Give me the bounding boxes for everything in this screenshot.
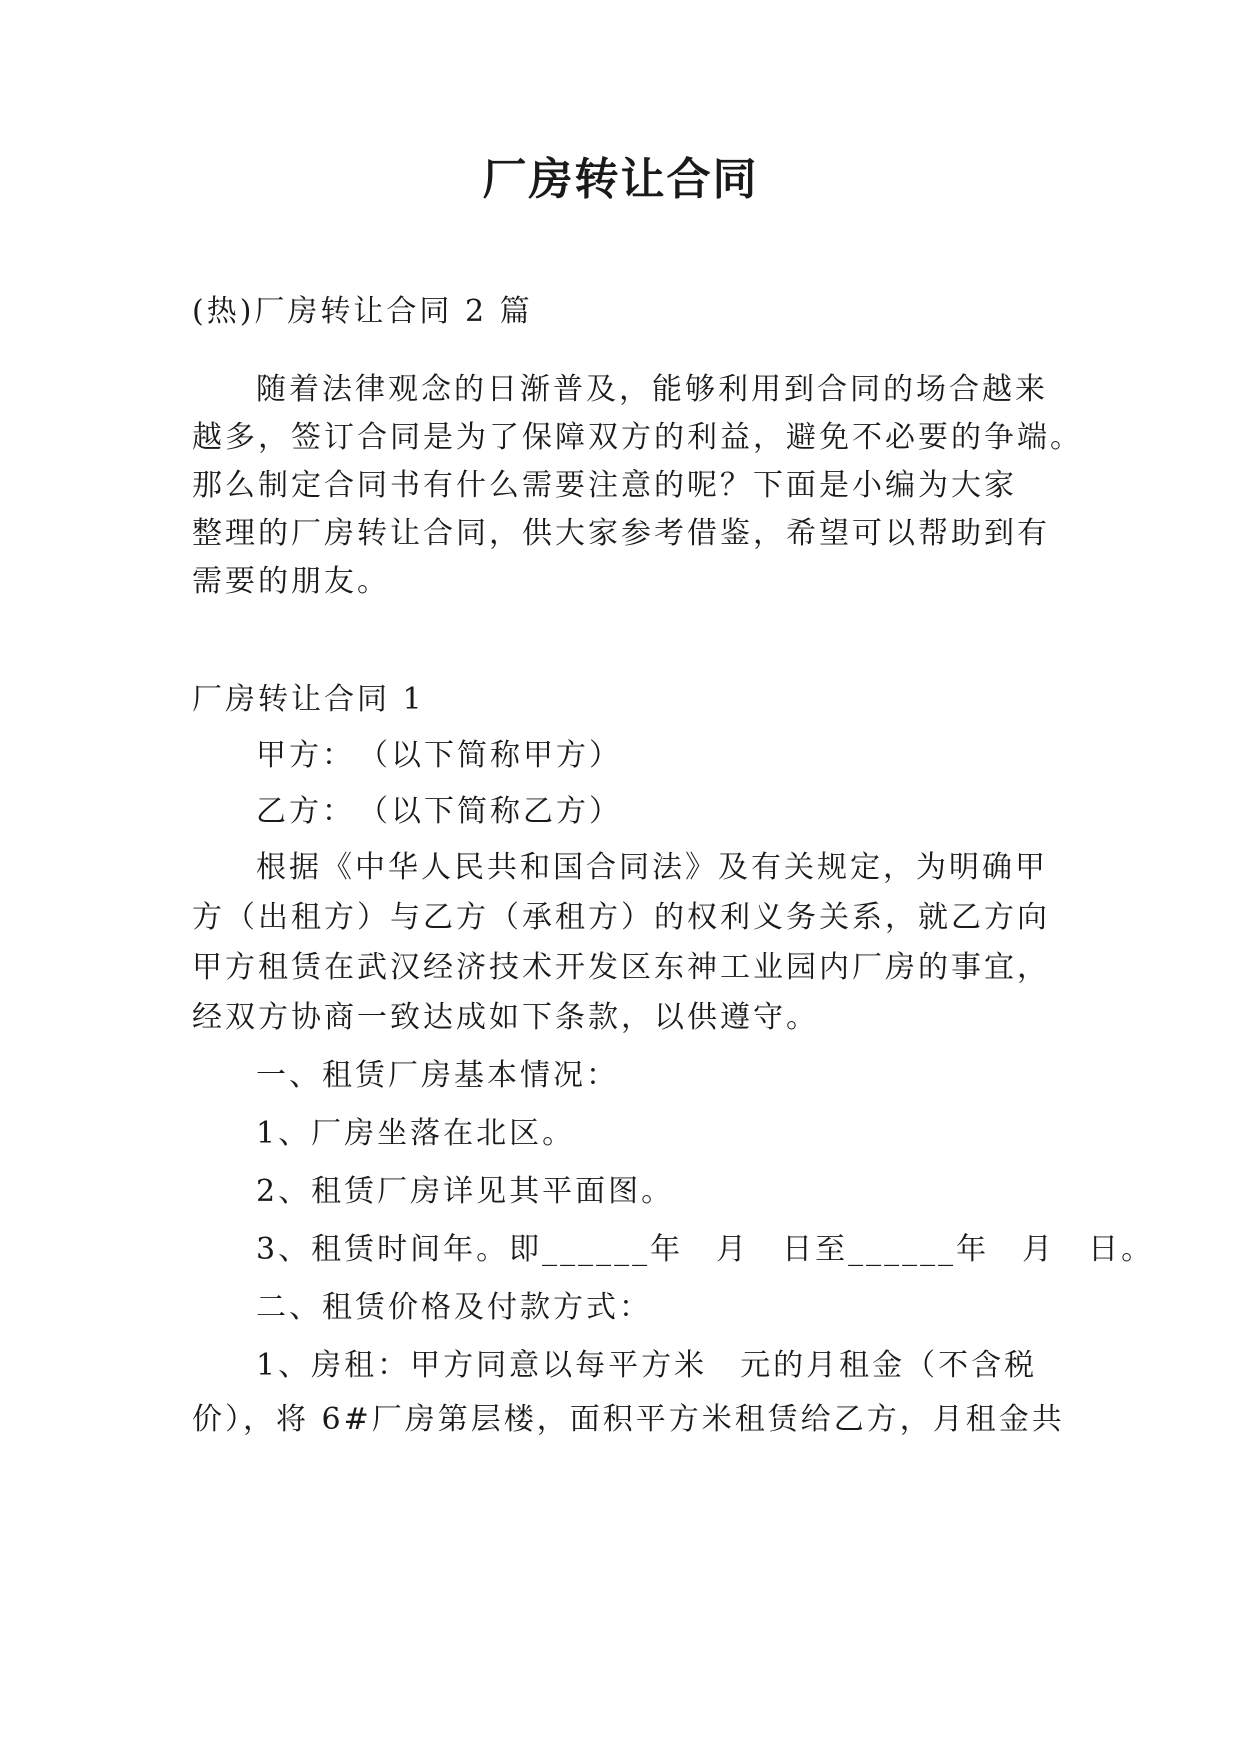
document-title: 厂房转让合同 [482, 154, 759, 205]
section1-item-3: 3、租赁时间年。即______年 月 日至______年 月 日。 [256, 1232, 1155, 1267]
intro-line-2: 越多，签订合同是为了保障双方的利益，避免不必要的争端。 [192, 420, 1083, 455]
party-b-line: 乙方： （以下简称乙方） [256, 794, 622, 829]
intro-line-3: 那么制定合同书有什么需要注意的呢？下面是小编为大家 [192, 468, 1017, 503]
basis-line-2: 方（出租方）与乙方（承租方）的权利义务关系，就乙方向 [192, 900, 1050, 935]
party-a-line: 甲方： （以下简称甲方） [256, 738, 622, 773]
section1-title: 一、租赁厂房基本情况： [256, 1058, 619, 1093]
section2-title: 二、租赁价格及付款方式： [256, 1290, 652, 1325]
intro-line-1: 随着法律观念的日渐普及，能够利用到合同的场合越来 [256, 372, 1048, 407]
document-subtitle: (热)厂房转让合同 2 篇 [192, 294, 533, 329]
basis-line-1: 根据《中华人民共和国合同法》及有关规定，为明确甲 [256, 850, 1048, 885]
intro-line-4: 整理的厂房转让合同，供大家参考借鉴，希望可以帮助到有 [192, 516, 1050, 551]
section2-item-1-line-2: 价），将 6#厂房第层楼，面积平方米租赁给乙方，月租金共 [192, 1402, 1065, 1437]
basis-line-3: 甲方租赁在武汉经济技术开发区东神工业园内厂房的事宜， [192, 950, 1050, 985]
basis-line-4: 经双方协商一致达成如下条款，以供遵守。 [192, 1000, 819, 1035]
contract-heading: 厂房转让合同 1 [192, 682, 425, 717]
intro-line-5: 需要的朋友。 [192, 564, 390, 599]
section1-item-2: 2、租赁厂房详见其平面图。 [256, 1174, 675, 1209]
section1-item-1: 1、厂房坐落在北区。 [256, 1116, 576, 1151]
section2-item-1-line-1: 1、房租：甲方同意以每平方米 元的月租金（不含税 [256, 1348, 1038, 1383]
